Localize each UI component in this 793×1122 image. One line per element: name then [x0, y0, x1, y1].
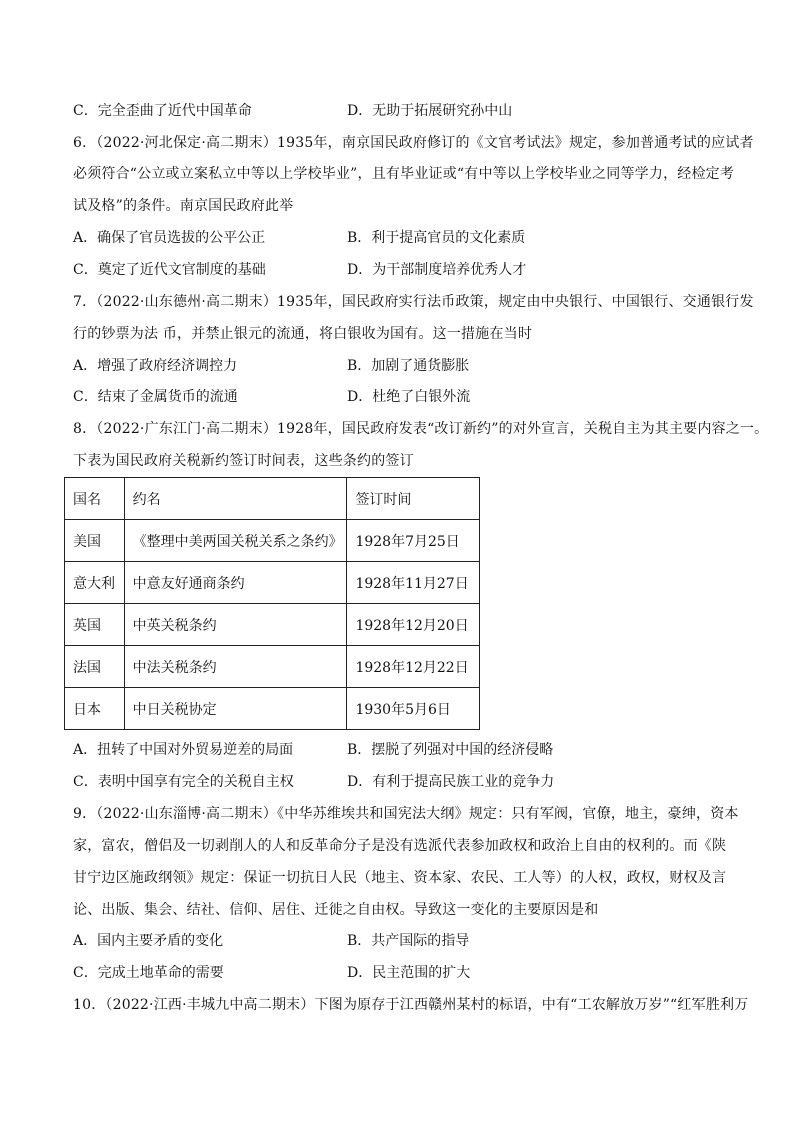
q8-option-c[interactable]: C．表明中国享有完全的关税自主权 [73, 774, 294, 790]
q9-option-c[interactable]: C．完成土地革命的需要 [73, 965, 224, 981]
q9-options-row-cd [73, 963, 753, 983]
cell-signing-date: 1928年12月22日 [347, 646, 480, 688]
q9-stem-line-2: 家，富农，僧侣及一切剥削人的人和反革命分子是没有选派代表参加政权和政治上自由的权利的。而《陕 [73, 838, 727, 854]
q7-stem-line-2: 行的钞票为法 币，并禁止银元的流通，将白银收为国有。这一措施在当时 [73, 326, 533, 342]
q6-stem-line-1: 6．（2022·河北保定·高二期末）1935年，南京国民政府修订的《文官考试法》规定，参加普通考试的应试者 [73, 135, 754, 151]
q8-stem-line-2: 下表为国民政府关税新约签订时间表，这些条约的签订 [73, 453, 414, 469]
header-country: 国名 [65, 478, 125, 520]
q8-option-b[interactable]: B．摆脱了列强对中国的经济侵略 [347, 742, 554, 758]
cell-signing-date: 1930年5月6日 [347, 688, 480, 730]
q7-option-c[interactable]: C．结束了金属货币的流通 [73, 389, 238, 405]
cell-signing-date: 1928年12月20日 [347, 604, 480, 646]
cell-treaty-name: 中英关税条约 [124, 604, 347, 646]
q9-stem-line-4: 论、出版、集会、结社、信仰、居住、迁徙之自由权。导致这一变化的主要原因是和 [73, 902, 599, 918]
q6-option-c[interactable]: C．奠定了近代文官制度的基础 [73, 262, 266, 278]
q7-options-row-ab [73, 356, 753, 376]
cell-country: 日本 [65, 688, 125, 730]
q7-option-b[interactable]: B．加剧了通货膨胀 [347, 358, 470, 374]
q6-option-d[interactable]: D．为干部制度培养优秀人才 [347, 262, 527, 278]
q7-stem-line-1: 7．（2022·山东德州·高二期末）1935年，国民政府实行法币政策，规定由中央银行、中国银行、交通银行发 [73, 294, 754, 310]
q6-options-row-ab [73, 228, 753, 248]
cell-country: 美国 [65, 520, 125, 562]
q8-option-a[interactable]: A．扭转了中国对外贸易逆差的局面 [73, 742, 294, 758]
cell-treaty-name: 中日关税协定 [124, 688, 347, 730]
table-row [65, 688, 480, 730]
cell-country: 意大利 [65, 562, 125, 604]
q9-option-d[interactable]: D．民主范围的扩大 [347, 965, 471, 981]
q6-stem-line-2: 必须符合“公立或立案私立中等以上学校毕业”，且有毕业证或“有中等以上学校毕业之同等学力，经检定考 [73, 166, 735, 182]
q8-option-d[interactable]: D．有利于提高民族工业的竞争力 [347, 774, 555, 790]
table-row [65, 562, 480, 604]
cell-treaty-name: 《整理中美两国关税关系之条约》 [124, 520, 347, 562]
q6-stem-line-3: 试及格”的条件。南京国民政府此举 [73, 198, 294, 214]
q6-options-row-cd [73, 260, 753, 280]
q8-options-row-ab [73, 740, 753, 760]
q9-option-a[interactable]: A．国内主要矛盾的变化 [73, 933, 224, 949]
q7-options-row-cd [73, 387, 753, 407]
q6-option-a[interactable]: A．确保了官员选拔的公平公正 [73, 230, 266, 246]
cell-treaty-name: 中意友好通商条约 [124, 562, 347, 604]
q7-option-d[interactable]: D．杜绝了白银外流 [347, 389, 471, 405]
cell-signing-date: 1928年7月25日 [347, 520, 480, 562]
table-row [65, 646, 480, 688]
q9-stem-line-3: 甘宁边区施政纲领》规定：保证一切抗日人民（地主、资本家、农民、工人等）的人权，政权，财权及言 [73, 870, 727, 886]
q10-stem-line-1: 10．（2022·江西·丰城九中高二期末）下图为原存于江西赣州某村的标语，中有“工农解放万岁”“红军胜利万 [73, 997, 749, 1013]
q9-options-row-ab [73, 931, 753, 951]
q9-stem-line-1: 9．（2022·山东淄博·高二期末）《中华苏维埃共和国宪法大纲》规定：只有军阀，官僚，地主，豪绅，资本 [73, 806, 739, 822]
q8-stem-line-1: 8．（2022·广东江门·高二期末）1928年，国民政府发表“改订新约”的对外宣言，关税自主为其主要内容之一。 [73, 421, 769, 437]
q5-option-c[interactable]: C．完全歪曲了近代中国革命 [73, 103, 252, 119]
treaty-table [64, 477, 480, 730]
header-treaty-name: 约名 [124, 478, 347, 520]
q9-option-b[interactable]: B．共产国际的指导 [347, 933, 470, 949]
q6-option-b[interactable]: B．利于提高官员的文化素质 [347, 230, 526, 246]
q8-options-row-cd [73, 772, 753, 792]
q5-options-row-cd [73, 101, 753, 121]
q5-option-d[interactable]: D．无助于拓展研究孙中山 [347, 103, 513, 119]
cell-signing-date: 1928年11月27日 [347, 562, 480, 604]
cell-country: 法国 [65, 646, 125, 688]
cell-country: 英国 [65, 604, 125, 646]
header-signing-date: 签订时间 [347, 478, 480, 520]
table-header-row [65, 478, 480, 520]
table-row [65, 604, 480, 646]
q7-option-a[interactable]: A．增强了政府经济调控力 [73, 358, 238, 374]
cell-treaty-name: 中法关税条约 [124, 646, 347, 688]
table-row [65, 520, 480, 562]
